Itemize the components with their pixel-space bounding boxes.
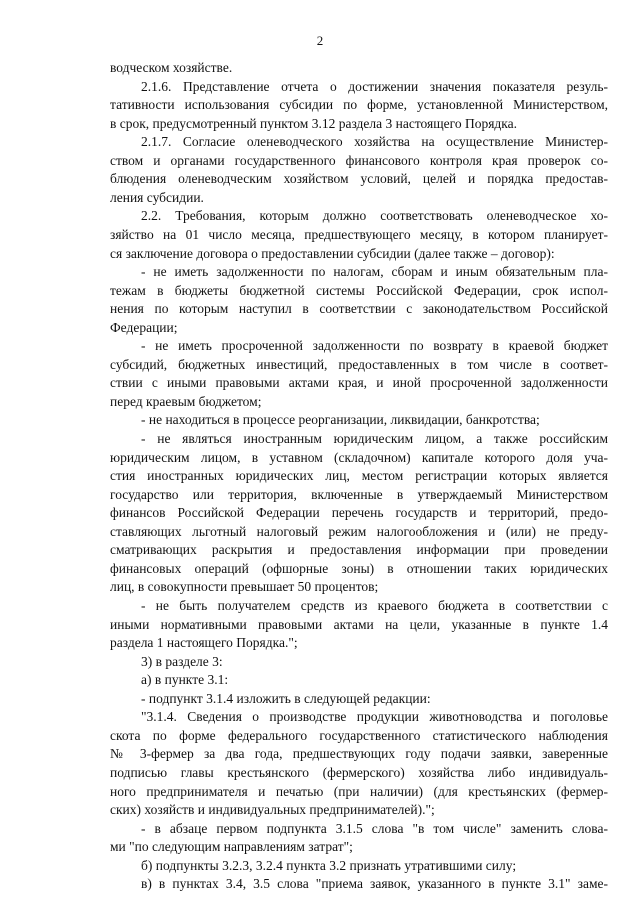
text-line: водческом хозяйстве. — [110, 60, 233, 75]
text-line: зяйство на 01 число месяца, предшествующего месяцу, в котором планирует- — [110, 227, 608, 242]
text-line: - в абзаце первом подпункта 3.1.5 слова "в том числе" заменить слова- — [141, 820, 608, 836]
text-line: - подпункт 3.1.4 изложить в следующей редакции: — [141, 690, 431, 706]
text-line: ного предпринимателя и печатью (при наличии) (для крестьянских (фермер- — [110, 783, 608, 799]
text-line: Федерации; — [110, 319, 178, 335]
text-line: - не иметь просроченной задолженности по возврату в краевой бюджет — [141, 338, 608, 354]
text-line: в) в пунктах 3.4, 3.5 слова "приема заявок, указанного в пункте 3.1" заме- — [141, 876, 608, 892]
text-line: ских) хозяйств и индивидуальных предпринимателей)."; — [110, 802, 435, 817]
text-line: № 3-фермер за два года, предшествующих году подачи заявки, заверенные — [110, 746, 608, 762]
page-number: 2 — [316, 33, 324, 48]
text-line: "3.1.4. Сведения о производстве продукции животноводства и поголовье — [141, 709, 608, 725]
text-line: - не являться иностранным юридическим лицом, а также российским — [141, 431, 608, 446]
text-line: ми "по следующим направлениям затрат"; — [110, 839, 353, 855]
text-line: ставляющих льготный налоговый режим налогообложения и (или) не преду- — [110, 523, 608, 539]
text-line: перед краевым бюджетом; — [110, 393, 262, 409]
text-line: 2.1.7. Согласие оленеводческого хозяйства на осуществление Министер- — [141, 134, 608, 150]
text-line: - не быть получателем средств из краевого бюджета в соответствии с — [141, 598, 608, 613]
text-line: тативности использования субсидии по форме, установленной Министерством, — [110, 97, 608, 113]
text-line: блюдения оленеводческим хозяйством условий, целей и порядка предостав- — [110, 171, 608, 187]
text-line: финансов Российской Федерации перечень государств и территорий, предо- — [110, 505, 608, 521]
text-line: иными нормативными правовыми актами на цели, указанные в пункте 1.4 — [110, 616, 608, 632]
text-line: финансовых операций (офшорные зоны) в отношении таких юридических — [110, 560, 608, 576]
text-line: подписью главы крестьянского (фермерского) хозяйства либо индивидуаль- — [110, 764, 608, 780]
text-line: а) в пункте 3.1: — [141, 672, 229, 688]
text-line: лиц, в совокупности превышает 50 процентов; — [110, 579, 379, 595]
text-line: 3) в разделе 3: — [141, 653, 223, 669]
text-line: нения по которым наступил в соответствии с законодательством Российской — [110, 301, 608, 317]
text-line: тежам в бюджеты бюджетной системы Российской Федерации, срок испол- — [110, 282, 608, 298]
text-line: б) подпункты 3.2.3, 3.2.4 пункта 3.2 признать утратившими силу; — [141, 857, 517, 873]
text-line: скота по форме федерального государственного статистического наблюдения — [110, 727, 608, 743]
text-line: юридическим лицом, в уставном (складочном) капитале которого доля уча- — [110, 449, 608, 465]
text-line: ся заключение договора о предоставлении субсидии (далее также – договор): — [110, 245, 555, 261]
text-line: государство или территория, включенные в утверждаемый Министерством — [110, 486, 608, 502]
text-line: 2.2. Требования, которым должно соответствовать оленеводческое хо- — [141, 208, 608, 224]
text-line: сматривающих раскрытия и предоставления информации при проведении — [110, 542, 608, 558]
text-line: 2.1.6. Представление отчета о достижении значения показателя резуль- — [141, 78, 608, 94]
text-line: в срок, предусмотренный пунктом 3.12 раздела 3 настоящего Порядка. — [110, 115, 518, 131]
text-line: - не находиться в процессе реорганизации, ликвидации, банкротства; — [141, 412, 540, 428]
text-line: стия иностранных юридических лиц, местом регистрации которых является — [110, 468, 608, 484]
text-line: раздела 1 настоящего Порядка."; — [110, 635, 298, 651]
text-line: ствии с иными правовыми актами края, и иной просроченной задолженности — [110, 375, 608, 391]
text-line: субсидий, бюджетных инвестиций, предоставленных в том числе в соответ- — [110, 356, 608, 372]
text-line: ством и органами государственного финансового контроля края проверок со- — [110, 152, 608, 168]
text-line: - не иметь задолженности по налогам, сборам и иным обязательным пла- — [141, 264, 608, 280]
text-line: ления субсидии. — [110, 189, 204, 205]
